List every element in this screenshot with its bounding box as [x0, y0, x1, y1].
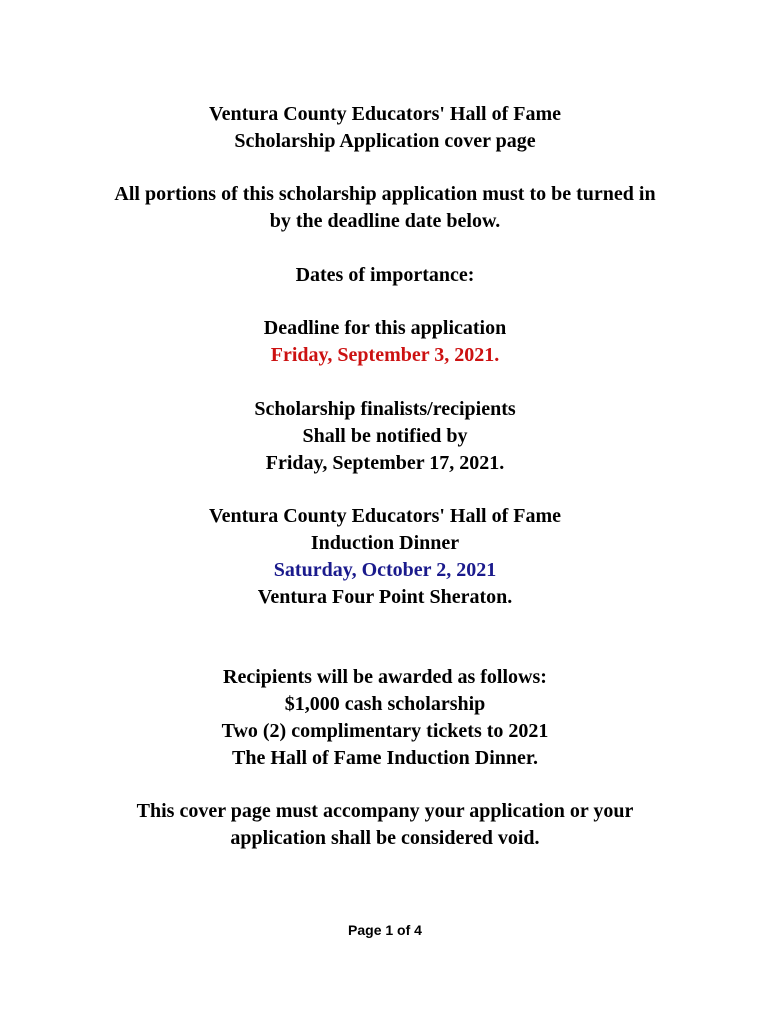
- awards-item-1: $1,000 cash scholarship: [284, 693, 486, 715]
- notification-line-1: Scholarship finalists/recipients: [254, 398, 516, 420]
- intro-line-2: by the deadline date below.: [269, 210, 501, 232]
- intro-line-1: All portions of this scholarship application must to be turned in: [114, 183, 656, 205]
- notification-line-2: Shall be notified by: [302, 425, 468, 447]
- dinner-venue: Ventura Four Point Sheraton.: [257, 586, 513, 608]
- dinner-line-2: Induction Dinner: [310, 532, 460, 554]
- awards-item-2: Two (2) complimentary tickets to 2021: [221, 720, 549, 742]
- dates-heading: Dates of importance:: [295, 264, 475, 286]
- deadline-label: Deadline for this application: [263, 317, 507, 339]
- page-number: Page 1 of 4: [348, 922, 422, 938]
- notification-date: Friday, September 17, 2021.: [265, 452, 505, 474]
- notice-line-1: This cover page must accompany your application or your: [136, 800, 634, 822]
- awards-heading: Recipients will be awarded as follows:: [223, 666, 547, 688]
- deadline-date: Friday, September 3, 2021.: [270, 344, 500, 366]
- title-line-1: Ventura County Educators' Hall of Fame: [208, 103, 562, 125]
- dinner-line-1: Ventura County Educators' Hall of Fame: [208, 505, 562, 527]
- awards-item-3: The Hall of Fame Induction Dinner.: [232, 747, 538, 769]
- notice-line-2: application shall be considered void.: [230, 827, 540, 849]
- title-line-2: Scholarship Application cover page: [234, 130, 536, 152]
- dinner-date: Saturday, October 2, 2021: [273, 559, 497, 581]
